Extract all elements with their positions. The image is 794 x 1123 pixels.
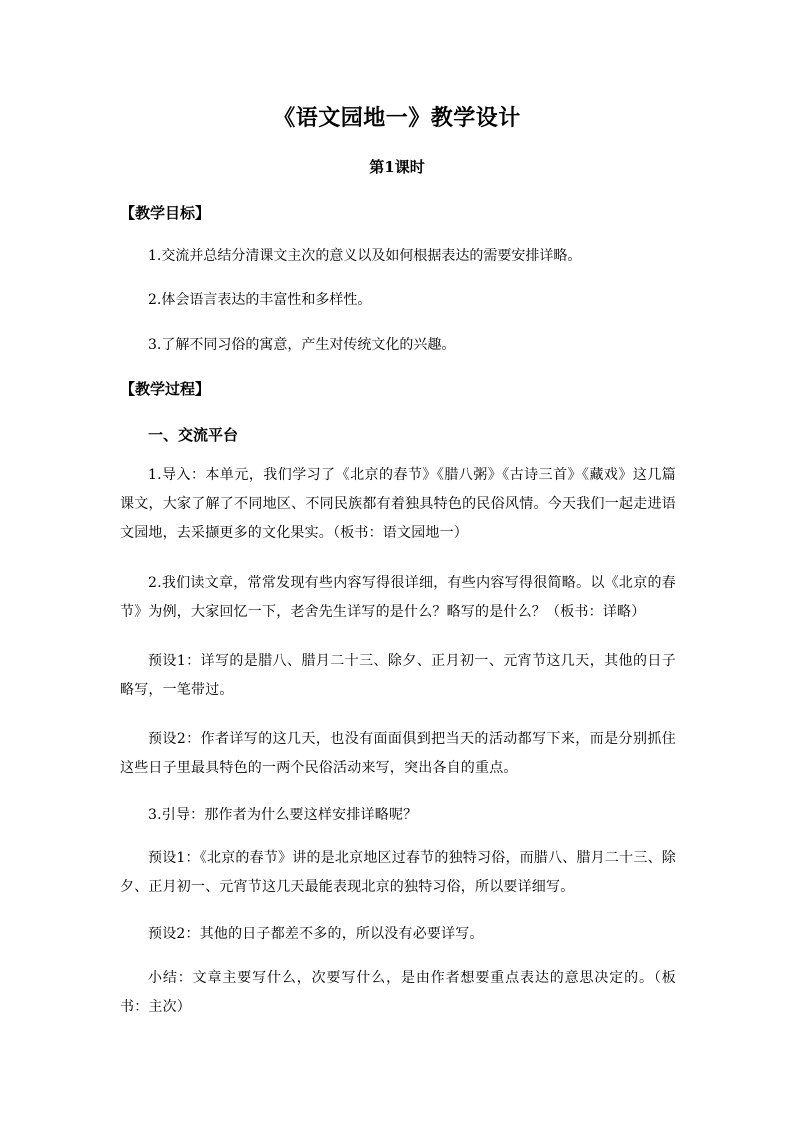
paragraph: 3.引导：那作者为什么要这样安排详略呢？ <box>148 807 418 823</box>
process-heading: 【教学过程】 <box>120 380 211 398</box>
document-title: 《语文园地一》教学设计 <box>273 105 521 131</box>
paragraph: 预设2：作者详写的这几天，也没有面面俱到把当天的活动都写下来，而是分别抓住这些日子里最具特色的一两个民俗活动来写，突出各自的重点。 <box>120 731 676 776</box>
lesson-period: 第1课时 <box>369 158 425 176</box>
paragraph: 预设1：《北京的春节》讲的是北京地区过春节的独特习俗，而腊八、腊月二十三、除夕、正月初一、元宵节这几天最能表现北京的独特习俗，所以要详细写。 <box>120 850 676 895</box>
objective-item: 1.交流并总结分清课文主次的意义以及如何根据表达的需要安排详略。 <box>148 248 582 264</box>
paragraph: 预设2：其他的日子都差不多的，所以没有必要详写。 <box>148 926 484 942</box>
paragraph: 1.导入：本单元，我们学习了《北京的春节》《腊八粥》《古诗三首》《藏戏》这几篇课文，大家了解了不同地区、不同民族都有着独具特色的民俗风情。今天我们一起走进语文园地，去采撷更多的文化果实。（板书：语文园地一） <box>120 467 676 541</box>
paragraph: 预设1：详写的是腊八、腊月二十三、除夕、正月初一、元宵节这几天，其他的日子略写，一笔带过。 <box>120 653 676 698</box>
section-heading: 一、交流平台 <box>148 426 239 444</box>
paragraph: 2.我们读文章，常常发现有些内容写得很详细，有些内容写得很简略。以《北京的春节》为例，大家回忆一下，老舍先生详写的是什么？略写的是什么？（板书：详略） <box>120 575 676 620</box>
objectives-heading: 【教学目标】 <box>120 204 211 222</box>
objective-item: 2.体会语言表达的丰富性和多样性。 <box>148 292 372 308</box>
paragraph: 小结：文章主要写什么，次要写什么，是由作者想要重点表达的意思决定的。（板书：主次） <box>120 970 676 1015</box>
objective-item: 3.了解不同习俗的寓意，产生对传统文化的兴趣。 <box>148 337 456 353</box>
